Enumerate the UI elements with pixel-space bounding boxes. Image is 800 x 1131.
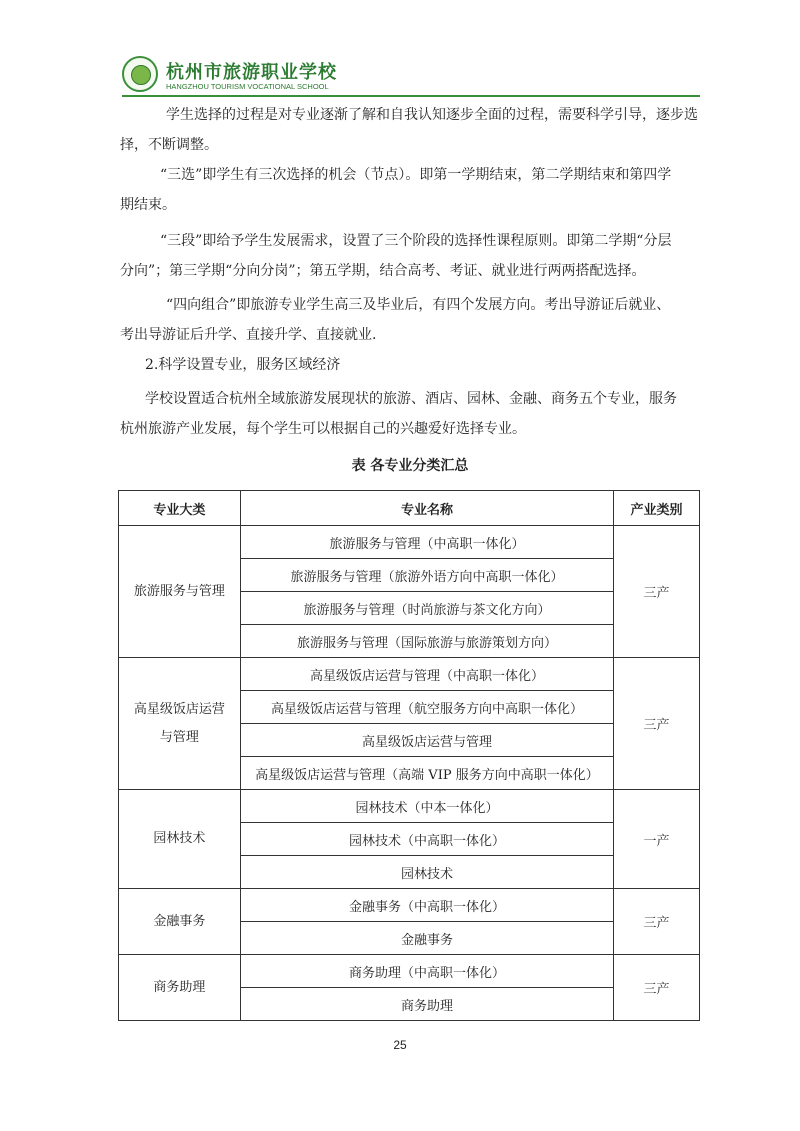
industry-cell: 三产 <box>614 889 700 955</box>
major-cell: 旅游服务与管理（中高职一体化） <box>240 526 613 559</box>
school-logo-icon <box>122 56 158 92</box>
major-cell: 高星级饭店运营与管理（中高职一体化） <box>240 658 613 691</box>
table-row <box>119 526 700 559</box>
category-cell: 金融事务 <box>119 889 241 955</box>
table-row <box>119 658 700 691</box>
category-cell: 旅游服务与管理 <box>119 526 241 658</box>
paragraph-majors-setup: 学校设置适合杭州全域旅游发展现状的旅游、酒店、园林、金融、商务五个专业，服务 杭州旅游产业发展，每个学生可以根据自己的兴趣爱好选择专业。 <box>120 391 677 437</box>
paragraph-selection-process: 学生选择的过程是对专业逐渐了解和自我认知逐步全面的过程，需要科学引导，逐步选 择，不断调整。 <box>120 107 698 153</box>
school-name-cn: 杭州市旅游职业学校 <box>166 62 337 83</box>
table-row <box>119 889 700 922</box>
section-heading: 2.科学设置专业，服务区域经济 <box>145 357 341 373</box>
industry-cell: 三产 <box>614 955 700 1021</box>
category-cell: 园林技术 <box>119 790 241 889</box>
table-row <box>119 955 700 988</box>
table-caption: 表 各专业分类汇总 <box>351 458 469 474</box>
major-cell: 旅游服务与管理（旅游外语方向中高职一体化） <box>240 559 613 592</box>
industry-cell: 三产 <box>614 658 700 790</box>
category-cell: 商务助理 <box>119 955 241 1021</box>
category-cell: 高星级饭店运营 与管理 <box>119 658 241 790</box>
major-cell: 商务助理（中高职一体化） <box>240 955 613 988</box>
paragraph-three-choices: “三选”即学生有三次选择的机会（节点）。即第一学期结束，第二学期结束和第四学 期结束。 <box>120 167 672 213</box>
table-row <box>119 790 700 823</box>
major-cell: 商务助理 <box>240 988 613 1021</box>
industry-cell: 三产 <box>614 526 700 658</box>
school-header <box>122 56 422 96</box>
major-cell: 园林技术（中本一体化） <box>240 790 613 823</box>
major-cell: 金融事务 <box>240 922 613 955</box>
major-cell: 高星级饭店运营与管理（航空服务方向中高职一体化） <box>240 691 613 724</box>
header-major-name: 专业名称 <box>240 491 613 526</box>
major-cell: 园林技术（中高职一体化） <box>240 823 613 856</box>
paragraph-three-stages: “三段”即给予学生发展需求，设置了三个阶段的选择性课程原则。即第二学期“分层 分向”；第三学期“分向分岗”；第五学期，结合高考、考证、就业进行两两搭配选择。 <box>120 233 672 279</box>
paragraph-four-directions: “四向组合”即旅游专业学生高三及毕业后，有四个发展方向。考出导游证后就业、 考出导游证后升学、直接升学、直接就业. <box>120 297 671 343</box>
major-cell: 高星级饭店运营与管理 <box>240 724 613 757</box>
header-category: 专业大类 <box>119 491 241 526</box>
industry-cell: 一产 <box>614 790 700 889</box>
school-name-en: HANGZHOU TOURISM VOCATIONAL SCHOOL <box>166 82 329 91</box>
header-industry: 产业类别 <box>614 491 700 526</box>
header-divider <box>122 95 700 97</box>
major-cell: 金融事务（中高职一体化） <box>240 889 613 922</box>
major-cell: 园林技术 <box>240 856 613 889</box>
major-cell: 旅游服务与管理（国际旅游与旅游策划方向） <box>240 625 613 658</box>
major-cell: 旅游服务与管理（时尚旅游与茶文化方向） <box>240 592 613 625</box>
table-header-row <box>119 491 700 526</box>
majors-table <box>118 490 700 1021</box>
major-cell: 高星级饭店运营与管理（高端 VIP 服务方向中高职一体化） <box>240 757 613 790</box>
page-number: 25 <box>393 1038 407 1052</box>
